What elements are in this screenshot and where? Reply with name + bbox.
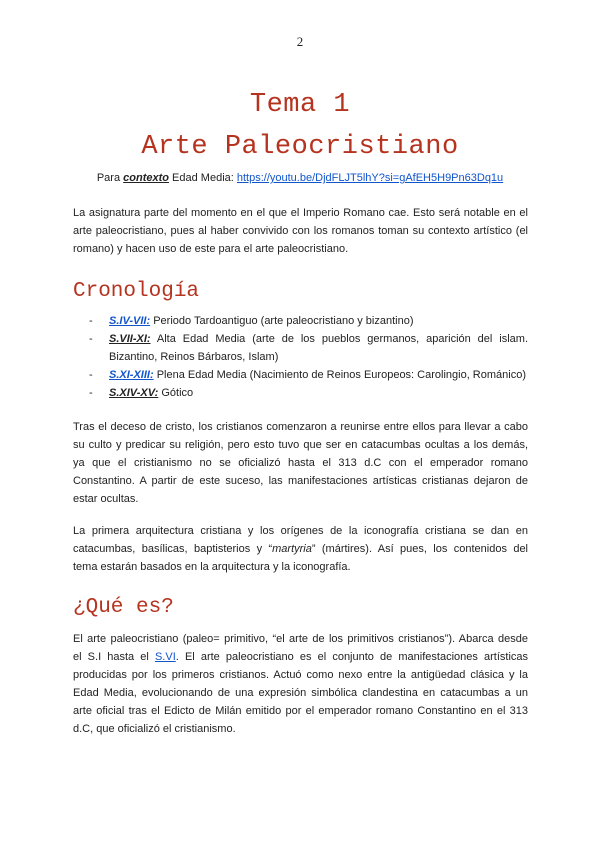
chronology-list — [73, 312, 528, 402]
history-line: su culto y predicar su religión, pero esto tuvo que ser en catacumbas ocultas a los demás, — [73, 439, 528, 451]
text-run: el S.I hasta el — [73, 651, 149, 663]
history-line: ya que el cristianismo no se oficializó hasta el 313 d.C con el emperador romano — [73, 457, 528, 469]
era-link[interactable]: S.IV-VII: — [109, 315, 151, 327]
text-run: . El arte paleocristiano es el conjunto de manifestaciones artísticas — [175, 651, 528, 663]
dash-bullet-icon: - — [89, 387, 93, 399]
page-title-line1: Tema 1 — [249, 90, 351, 120]
page-title-line2: Arte Paleocristiano — [141, 132, 459, 162]
era-description: Periodo Tardoantiguo (arte paleocristiano y bizantino) — [153, 315, 414, 327]
definition-line — [73, 648, 528, 666]
history-line: Constantino. A partir de este suceso, las manifestaciones artísticas cristianas dejaron de — [73, 475, 528, 487]
history-line: Tras el deceso de cristo, los cristianos comenzaron a reunirse entre ellos para llevar a cabo — [73, 421, 528, 433]
era-label: S.XIV-XV: — [109, 387, 159, 399]
italic-term: martyria — [272, 543, 312, 555]
text-run: catacumbas, basílicas, baptisterios y “ — [73, 543, 273, 555]
section-heading-chronology: Cronología — [73, 280, 200, 303]
list-item — [73, 330, 528, 366]
list-item — [73, 366, 528, 384]
architecture-line: tema estarán basados en la arquitectura y la iconografía. — [73, 561, 351, 573]
page-number: 2 — [296, 34, 304, 49]
intro-line: La asignatura parte del momento en el que el Imperio Romano cae. Esto será notable en el — [73, 207, 528, 219]
list-item — [73, 312, 528, 330]
youtube-link[interactable]: https://youtu.be/DjdFLJT5lhY?si=gAfEH5H9Pn63Dq1u — [236, 172, 504, 184]
context-suffix: Edad Media: — [172, 172, 234, 184]
definition-line: Edad Media, evolucionando de una expresión simbólica clandestina en catacumbas a un — [73, 687, 528, 699]
era-description: Alta Edad Media (arte de los pueblos germanos, aparición del islam. Bizantino, Reinos Bárbaros, Islam) — [109, 333, 528, 363]
dash-bullet-icon: - — [89, 369, 93, 381]
architecture-line: La primera arquitectura cristiana y los orígenes de la iconografía cristiana se dan en — [73, 525, 528, 537]
intro-paragraph — [73, 204, 528, 258]
definition-line: El arte paleocristiano (paleo= primitivo, “el arte de los primitivos cristianos”). Abarca desde — [73, 633, 528, 645]
context-prefix: Para — [96, 172, 121, 184]
architecture-line — [73, 540, 528, 558]
definition-line: arte oficial tras el Edicto de Milán emitido por el emperador romano Constantino en el 313 — [73, 705, 528, 717]
definition-paragraph — [73, 630, 528, 738]
era-description: Plena Edad Media (Nacimiento de Reinos Europeos: Carolingio, Románico) — [156, 369, 526, 381]
context-word: contexto — [123, 172, 169, 184]
intro-line: romano) y hacen uso de este para el arte paleocristiano. — [73, 243, 349, 255]
definition-line: producidas por los primeros cristianos. Actuó como nexo entre la antigüedad clásica y la — [73, 669, 528, 681]
dash-bullet-icon: - — [89, 333, 93, 345]
era-link[interactable]: S.XI-XIII: — [109, 369, 154, 381]
era-description: Gótico — [161, 387, 194, 399]
history-paragraph — [73, 418, 528, 508]
text-run: ” (mártires). Así pues, los contenidos del — [311, 543, 529, 555]
century-link[interactable]: S.VI — [154, 651, 176, 663]
list-item — [73, 384, 528, 402]
definition-line: d.C, que oficializó el cristianismo. — [73, 723, 236, 735]
context-line — [0, 172, 600, 184]
dash-bullet-icon: - — [89, 315, 93, 327]
architecture-paragraph — [73, 522, 528, 576]
intro-line: arte paleocristiano, pues al haber convivido con los romanos toman su contexto artístico (el — [73, 225, 528, 237]
section-heading-what-is: ¿Qué es? — [73, 596, 174, 619]
history-line: estar ocultas. — [73, 493, 139, 505]
era-label: S.VII-XI: — [109, 333, 151, 345]
